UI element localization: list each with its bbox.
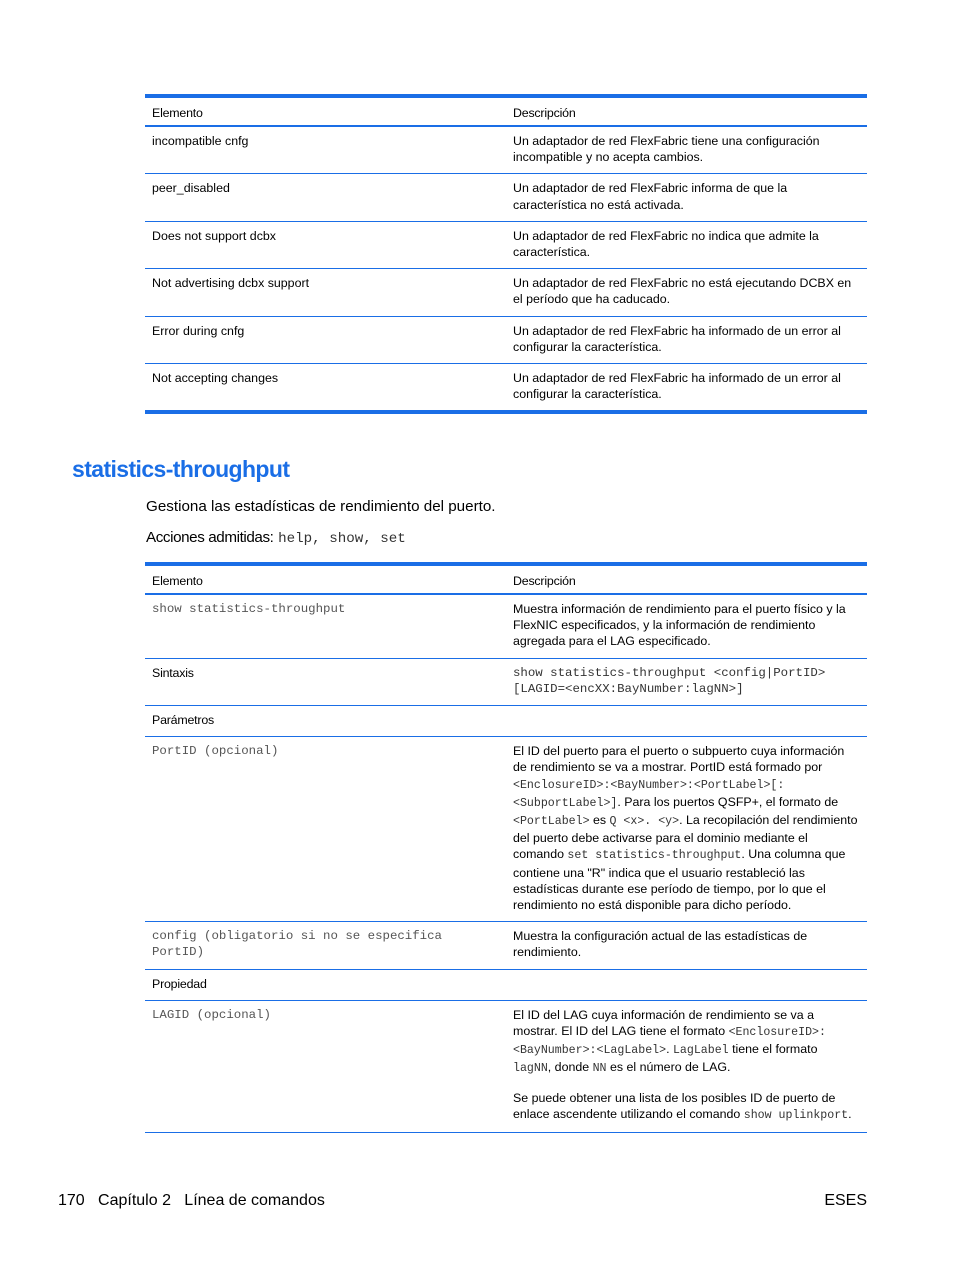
table-row: [145, 316, 867, 363]
item-cell: config (obligatorio si no se especifica PortID): [145, 922, 506, 969]
table-row: [145, 658, 867, 705]
description-cell: [506, 1000, 867, 1132]
code-run: NN: [592, 1062, 607, 1076]
item-cell: Not advertising dcbx support: [145, 269, 506, 316]
actions-separator: :: [269, 529, 279, 546]
description-cell: Un adaptador de red FlexFabric no está ejecutando DCBX en el período que ha caducado.: [506, 269, 867, 316]
paragraph: [513, 1090, 859, 1124]
description-cell: Muestra información de rendimiento para el puerto físico y la FlexNIC especificados, y la información de rendimiento agregada para el LAG especificado.: [506, 594, 867, 658]
table-row: [145, 1000, 867, 1132]
code-run: <PortLabel>: [513, 815, 590, 829]
table-row: [145, 174, 867, 221]
code-run: show uplinkport: [743, 1108, 849, 1122]
item-cell: Not accepting changes: [145, 364, 506, 413]
text-run: .: [666, 1042, 673, 1057]
column-header-description: Descripción: [506, 564, 867, 594]
table-row: [145, 706, 867, 737]
page-footer-chapter: 170 Capítulo 2 Línea de comandos: [58, 1192, 325, 1209]
error-states-table: [145, 94, 867, 414]
property-label: Propiedad: [145, 969, 506, 1000]
table-row: [145, 221, 867, 268]
paragraph: [513, 1007, 859, 1078]
text-run: El ID del LAG cuya información de rendimiento se va a mostrar. El ID del LAG tiene el formato: [513, 1007, 814, 1039]
column-header-element: Elemento: [145, 564, 506, 594]
table-row: [145, 922, 867, 969]
column-header-description: Descripción: [506, 96, 867, 126]
text-run: El ID del puerto para el puerto o subpuerto cuya información de rendimiento se va a mostrar. PortID está formado por: [513, 744, 845, 775]
actions-commands: help, show, set: [278, 531, 406, 547]
text-run: .: [848, 1106, 852, 1121]
description-cell: Un adaptador de red FlexFabric ha informado de un error al configurar la característica.: [506, 364, 867, 413]
text-run: . La recopilación del rendimiento del puerto debe activarse para el dominio mediante el comando: [513, 813, 858, 862]
item-cell: incompatible cnfg: [145, 126, 506, 174]
page-footer-locale: ESES: [824, 1192, 867, 1209]
text-run: , donde: [547, 1060, 593, 1075]
supported-actions: [146, 529, 406, 547]
column-header-element: Elemento: [145, 96, 506, 126]
actions-label: Acciones admitidas: [146, 529, 270, 546]
item-cell: PortID (opcional): [145, 737, 506, 922]
table-row: [145, 969, 867, 1000]
empty-cell: [506, 969, 867, 1000]
section-title: statistics-throughput: [72, 456, 290, 482]
empty-cell: [506, 706, 867, 737]
description-cell: Un adaptador de red FlexFabric no indica que admite la característica.: [506, 221, 867, 268]
code-run: <EnclosureID>:<BayNumber>:<LagLabel>: [513, 1026, 826, 1058]
syntax-label: Sintaxis: [145, 658, 506, 705]
item-cell: Error during cnfg: [145, 316, 506, 363]
description-cell: Un adaptador de red FlexFabric informa de que la característica no está activada.: [506, 174, 867, 221]
section-intro: Gestiona las estadísticas de rendimiento del puerto.: [146, 498, 496, 515]
parameters-label: Parámetros: [145, 706, 506, 737]
description-cell: Un adaptador de red FlexFabric tiene una configuración incompatible y no acepta cambios.: [506, 126, 867, 174]
description-cell: Muestra la configuración actual de las estadísticas de rendimiento.: [506, 922, 867, 969]
text-run: tiene el formato: [728, 1042, 818, 1057]
syntax-value: show statistics-throughput <config|PortID> [LAGID=<encXX:BayNumber:lagNN>]: [506, 658, 867, 705]
table-row: [145, 594, 867, 658]
item-cell: show statistics-throughput: [145, 594, 506, 658]
code-run: Q <x>. <y>: [609, 815, 680, 829]
text-run: Se puede obtener una lista de los posibles ID de puerto de enlace ascendente utilizando el comando: [513, 1090, 836, 1121]
table-row: [145, 126, 867, 174]
description-cell: [506, 737, 867, 922]
table-row: [145, 364, 867, 413]
text-run: es: [589, 813, 610, 828]
text-run: . Una columna que contiene una "R" indica que el usuario restableció las estadísticas durante ese período de tiempo, por lo que el rendimiento no está disponible para dicho período.: [513, 847, 846, 913]
table-row: [145, 269, 867, 316]
item-cell: LAGID (opcional): [145, 1000, 506, 1132]
description-cell: Un adaptador de red FlexFabric ha informado de un error al configurar la característica.: [506, 316, 867, 363]
statistics-throughput-table: [145, 562, 867, 1133]
code-run: LagLabel: [672, 1044, 729, 1058]
text-run: . Para los puertos QSFP+, el formato de: [617, 794, 839, 809]
text-run: es el número de LAG.: [606, 1060, 731, 1075]
item-cell: Does not support dcbx: [145, 221, 506, 268]
code-run: <EnclosureID>:<BayNumber>:<PortLabel>[:<SubportLabel>]: [513, 778, 785, 810]
item-cell: peer_disabled: [145, 174, 506, 221]
code-run: lagNN: [513, 1062, 548, 1076]
table-row: [145, 737, 867, 922]
code-run: set statistics-throughput: [567, 849, 742, 863]
